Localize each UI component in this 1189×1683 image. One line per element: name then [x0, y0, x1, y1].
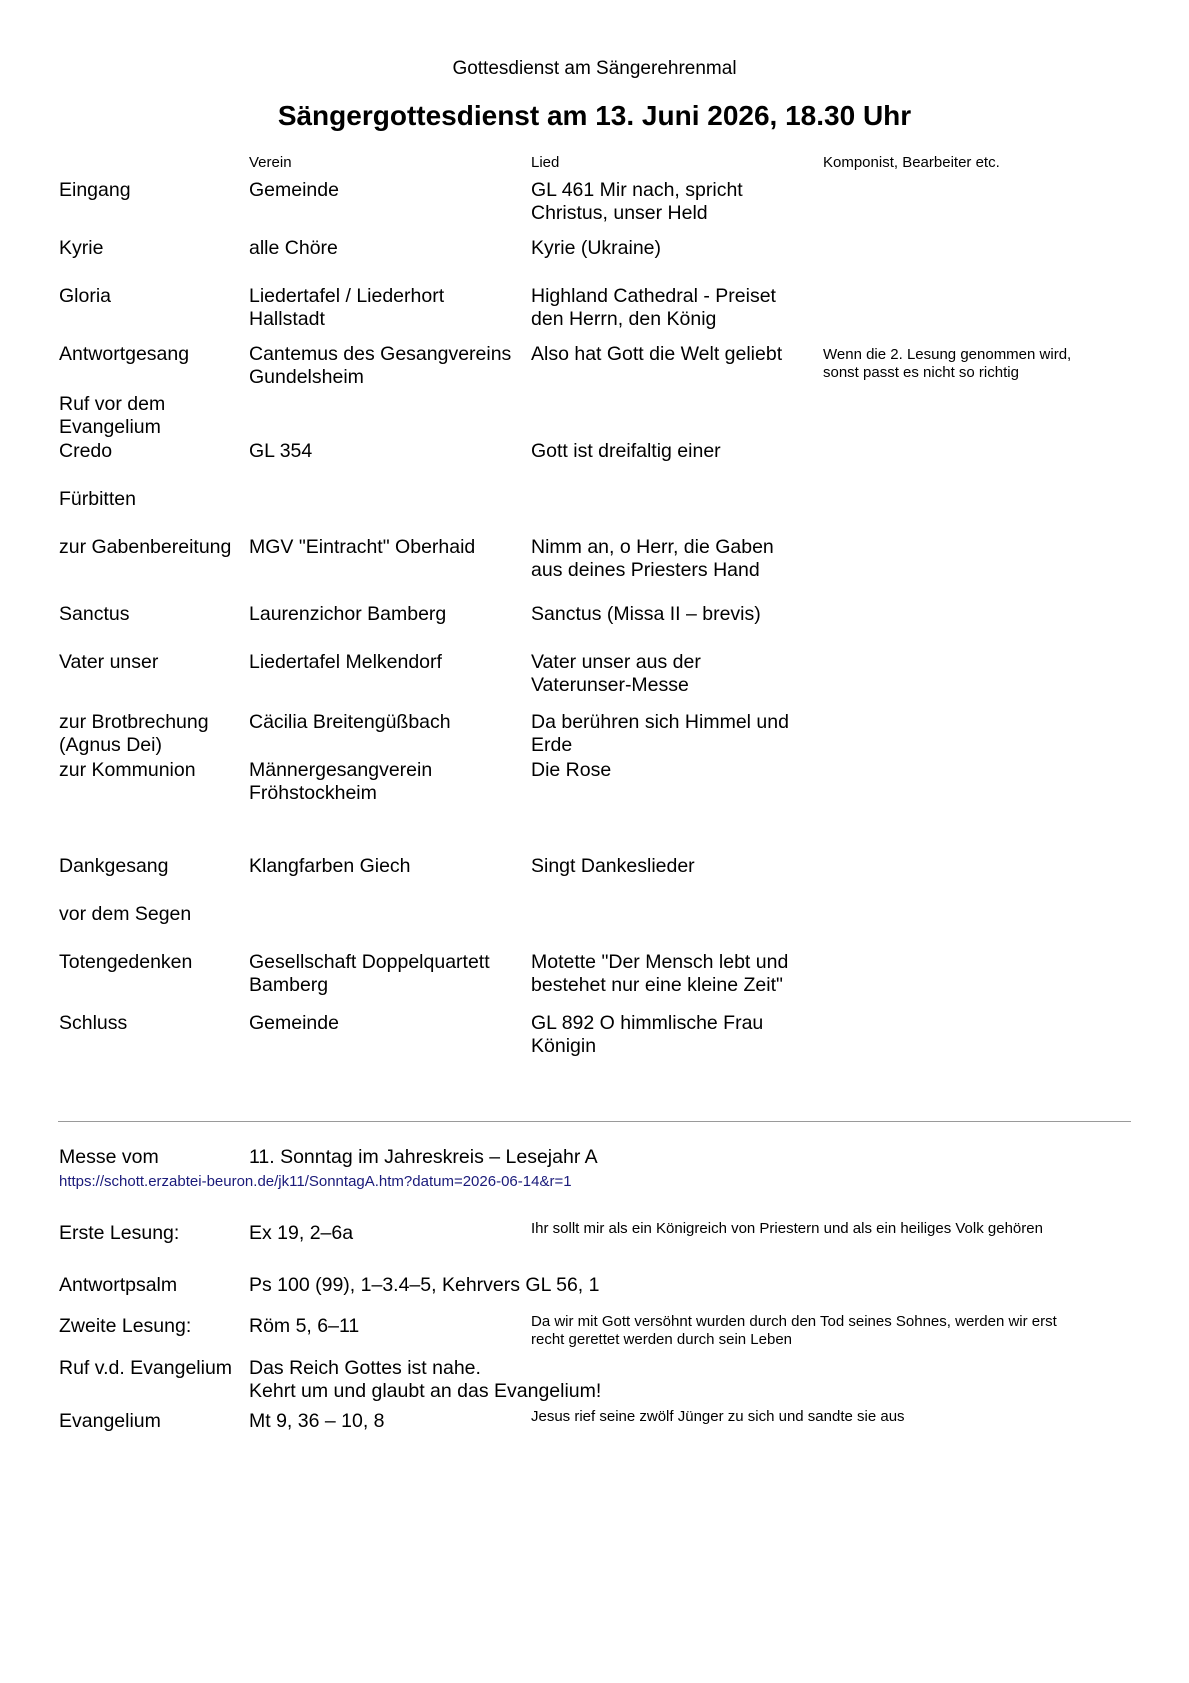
row-part-label: Credo — [59, 440, 113, 462]
row-verein: Bamberg — [249, 974, 329, 996]
row-part-label: Dankgesang — [59, 855, 169, 877]
row-verein: Fröhstockheim — [249, 782, 377, 804]
reading-label: Antwortpsalm — [59, 1274, 178, 1296]
schott-link[interactable]: https://schott.erzabtei-beuron.de/jk11/SonntagA.htm?datum=2026-06-14&r=1 — [59, 1173, 572, 1190]
row-part-label: Eingang — [59, 179, 131, 201]
row-lied: Motette "Der Mensch lebt und — [531, 951, 789, 973]
row-part-label: Gloria — [59, 285, 112, 307]
reading-reference: Ps 100 (99), 1–3.4–5, Kehrvers GL 56, 1 — [249, 1274, 600, 1296]
row-lied: aus deines Priesters Hand — [531, 559, 760, 581]
row-lied: bestehet nur eine kleine Zeit" — [531, 974, 783, 996]
reading-label: Evangelium — [59, 1410, 161, 1432]
reading-label: Erste Lesung: — [59, 1222, 180, 1244]
row-lied: Vaterunser-Messe — [531, 674, 689, 696]
row-lied: Kyrie (Ukraine) — [531, 237, 662, 259]
row-lied: Nimm an, o Herr, die Gaben — [531, 536, 774, 558]
mass-value: 11. Sonntag im Jahreskreis – Lesejahr A — [249, 1146, 598, 1168]
row-lied: Singt Dankeslieder — [531, 855, 695, 877]
row-part-label: Sanctus — [59, 603, 130, 625]
row-verein: Gesellschaft Doppelquartett — [249, 951, 490, 973]
section-divider — [58, 1121, 1131, 1122]
reading-reference: Röm 5, 6–11 — [249, 1315, 360, 1337]
row-lied: Sanctus (Missa II – brevis) — [531, 603, 761, 625]
column-header-komponist: Komponist, Bearbeiter etc. — [823, 154, 1000, 171]
row-lied: GL 461 Mir nach, spricht — [531, 179, 743, 201]
row-verein: Gundelsheim — [249, 366, 364, 388]
row-verein: Cäcilia Breitengüßbach — [249, 711, 451, 733]
row-verein: Gemeinde — [249, 179, 339, 201]
row-part-label: (Agnus Dei) — [59, 734, 162, 756]
row-part-label: zur Kommunion — [59, 759, 196, 781]
reading-reference: Mt 9, 36 – 10, 8 — [249, 1410, 385, 1432]
row-verein: Männergesangverein — [249, 759, 433, 781]
row-verein: Cantemus des Gesangvereins — [249, 343, 512, 365]
column-header-lied: Lied — [531, 154, 560, 171]
row-verein: Klangfarben Giech — [249, 855, 411, 877]
row-verein: Liedertafel Melkendorf — [249, 651, 442, 673]
reading-summary: recht gerettet werden durch sein Leben — [531, 1331, 792, 1348]
row-lied: Gott ist dreifaltig einer — [531, 440, 721, 462]
reading-label: Zweite Lesung: — [59, 1315, 192, 1337]
row-part-label: Fürbitten — [59, 488, 136, 510]
row-lied: Königin — [531, 1035, 597, 1057]
row-part-label: zur Brotbrechung — [59, 711, 209, 733]
row-lied: Christus, unser Held — [531, 202, 708, 224]
row-verein: GL 354 — [249, 440, 313, 462]
document-subtitle: Gottesdienst am Sängerehrenmal — [452, 58, 737, 79]
reading-summary: Jesus rief seine zwölf Jünger zu sich und sandte sie aus — [531, 1408, 905, 1425]
row-lied: den Herrn, den König — [531, 308, 717, 330]
row-part-label: Kyrie — [59, 237, 104, 259]
reading-summary: Da wir mit Gott versöhnt wurden durch den Tod seines Sohnes, werden wir erst — [531, 1313, 1057, 1330]
row-lied: Erde — [531, 734, 573, 756]
row-note: Wenn die 2. Lesung genommen wird, — [823, 346, 1072, 363]
reading-reference: Kehrt um und glaubt an das Evangelium! — [249, 1380, 602, 1402]
row-lied: Die Rose — [531, 759, 612, 781]
row-lied: GL 892 O himmlische Frau — [531, 1012, 764, 1034]
reading-reference: Das Reich Gottes ist nahe. — [249, 1357, 481, 1379]
reading-summary: Ihr sollt mir als ein Königreich von Priestern und als ein heiliges Volk gehören — [531, 1220, 1043, 1237]
row-lied: Also hat Gott die Welt geliebt — [531, 343, 783, 365]
row-part-label: Totengedenken — [59, 951, 193, 973]
row-verein: alle Chöre — [249, 237, 338, 259]
row-lied: Da berühren sich Himmel und — [531, 711, 789, 733]
mass-label: Messe vom — [59, 1146, 159, 1168]
reading-label: Ruf v.d. Evangelium — [59, 1357, 233, 1379]
row-lied: Vater unser aus der — [531, 651, 701, 673]
row-verein: Gemeinde — [249, 1012, 339, 1034]
row-verein: Liedertafel / Liederhort — [249, 285, 445, 307]
row-lied: Highland Cathedral - Preiset — [531, 285, 776, 307]
row-part-label: Antwortgesang — [59, 343, 190, 365]
document-title: Sängergottesdienst am 13. Juni 2026, 18.30 Uhr — [277, 100, 912, 131]
row-verein: MGV "Eintracht" Oberhaid — [249, 536, 476, 558]
row-part-label: Evangelium — [59, 416, 161, 438]
row-part-label: zur Gabenbereitung — [59, 536, 232, 558]
row-note: sonst passt es nicht so richtig — [823, 364, 1019, 381]
row-verein: Laurenzichor Bamberg — [249, 603, 447, 625]
row-part-label: Vater unser — [59, 651, 159, 673]
reading-reference: Ex 19, 2–6a — [249, 1222, 354, 1244]
row-part-label: vor dem Segen — [59, 903, 192, 925]
column-header-verein: Verein — [249, 154, 292, 171]
row-verein: Hallstadt — [249, 308, 325, 330]
row-part-label: Schluss — [59, 1012, 128, 1034]
row-part-label: Ruf vor dem — [59, 393, 166, 415]
